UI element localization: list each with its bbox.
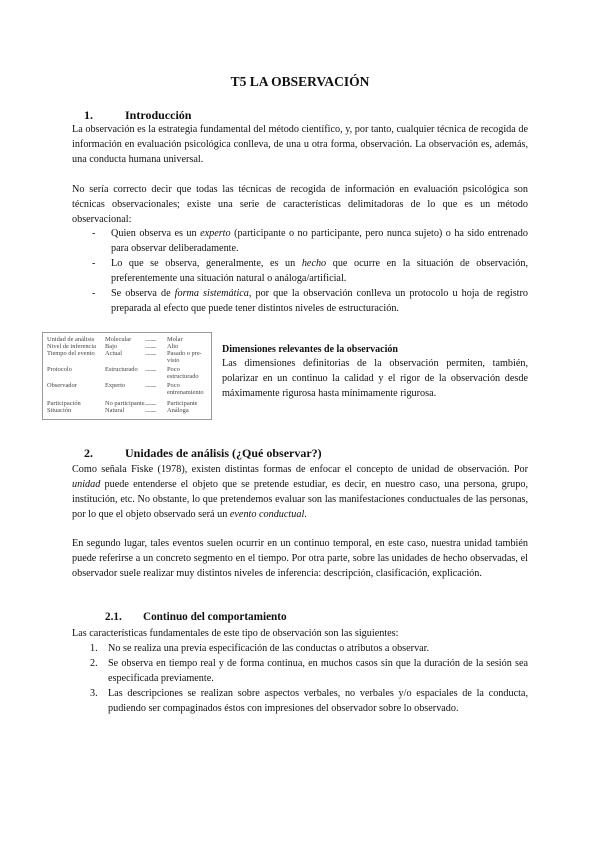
figure-pole-right: Molar bbox=[167, 336, 183, 343]
item-number: 1. bbox=[90, 643, 98, 654]
item-text: Se observa en tiempo real y de forma continua, en muchos casos sin que la duración de la sesión sea especificada previamente. bbox=[108, 658, 528, 684]
paragraph-text: . bbox=[304, 509, 307, 520]
figure-caption: Dimensiones relevantes de la observación bbox=[222, 344, 398, 355]
bullet-dash: - bbox=[92, 258, 96, 269]
figure-dimension: Nivel de inferencia bbox=[47, 343, 96, 350]
dimensions-figure bbox=[42, 332, 212, 420]
section-2-heading bbox=[84, 446, 322, 461]
intro-paragraph-2: No sería correcto decir que todas las técnicas de recogida de información en evaluación psicológica son técnicas observacionales; existe una serie de características delimitadoras de lo que es un método observacional: bbox=[72, 184, 528, 225]
figure-pole-left: Molecular bbox=[105, 336, 132, 343]
section-2-1-heading bbox=[105, 611, 287, 623]
figure-dimension: Observador bbox=[47, 382, 77, 389]
figure-pole-right: Participante bbox=[167, 400, 198, 407]
paragraph-text: puede entenderse el objeto que se pretende estudiar, es decir, en nuestro caso, una persona, grupo, institución, etc. No obstante, lo que pretendemos evaluar son las manifestaciones conductuales de las personas, por lo que el objeto observado será un bbox=[72, 479, 528, 520]
bullet-emphasis: forma sistemática bbox=[174, 288, 249, 299]
figure-dots: .......... bbox=[145, 366, 156, 373]
bullet-item bbox=[92, 286, 528, 316]
figure-dimension: Protocolo bbox=[47, 366, 72, 373]
figure-dimension: Tiempo del evento bbox=[47, 350, 95, 357]
page-title: T5 LA OBSERVACIÓN bbox=[230, 74, 370, 89]
bullet-text: Quien observa es un bbox=[111, 228, 201, 239]
section-2-1-number: 2.1. bbox=[105, 611, 122, 623]
paragraph-emphasis: unidad bbox=[72, 479, 101, 490]
figure-description: Las dimensiones definitorias de la observación permiten, también, polarizar en un continuo la calidad y el rigor de la observación desde máximamente rigurosa hasta mínimamente rigurosa. bbox=[222, 358, 528, 399]
section-2-1-intro: Las características fundamentales de este tipo de observación son las siguientes: bbox=[72, 628, 399, 639]
figure-dots: .......... bbox=[145, 400, 156, 407]
bullet-item bbox=[92, 256, 528, 286]
section-2-1-title: Continuo del comportamiento bbox=[143, 611, 287, 623]
section-2-paragraph-2: En segundo lugar, tales eventos suelen ocurrir en un continuo temporal, en este caso, nuestra unidad también puede referirse a un concreto segmento en el tiempo. Por otra parte, sobre las unidades de hecho observadas, el observador suele realizar muy distintos niveles de inferencia: descripción, clasificación, explicación. bbox=[72, 538, 528, 579]
figure-pole-left: No participante bbox=[105, 400, 145, 407]
intro-paragraph-1: La observación es la estrategia fundamental del método científico, y, por tanto, cualquier técnica de recogida de información en evaluación psicológica conlleva, de una u otra forma, observación. La observación es, además, una conducta humana universal. bbox=[72, 124, 528, 165]
figure-dots: .......... bbox=[145, 350, 156, 357]
bullet-emphasis: hecho bbox=[301, 258, 327, 269]
section-1-title: Introducción bbox=[125, 108, 192, 122]
section-2-paragraph-1 bbox=[72, 462, 528, 522]
figure-pole-left: Experto bbox=[105, 382, 126, 389]
item-number: 2. bbox=[90, 658, 98, 669]
numbered-item bbox=[90, 641, 528, 656]
section-1-number: 1. bbox=[84, 108, 93, 122]
figure-dots: .......... bbox=[145, 343, 156, 350]
figure-pole-right: Alto bbox=[167, 343, 179, 350]
section-2-number: 2. bbox=[84, 446, 93, 460]
bullet-text: que ocurre en la situación de observación, preferentemente una situación natural o análoga/artificial. bbox=[111, 258, 528, 284]
paragraph-emphasis: evento conductual bbox=[229, 509, 305, 520]
item-number: 3. bbox=[90, 688, 98, 699]
figure-dots: .......... bbox=[145, 382, 156, 389]
numbered-item bbox=[90, 686, 528, 716]
item-text: No se realiza una previa especificación de las conductas o atributos a observar. bbox=[108, 643, 430, 654]
bullet-emphasis: experto bbox=[200, 228, 231, 239]
bullet-dash: - bbox=[92, 228, 96, 239]
bullet-text: (participante o no participante, pero nunca sujeto) o ha sido entrenado para observar deliberadamente. bbox=[111, 228, 528, 254]
bullet-text: Se observa de bbox=[111, 288, 175, 299]
figure-pole-left: Actual bbox=[105, 350, 123, 357]
item-text: Las descripciones se realizan sobre aspectos verbales, no verbales y/o espaciales de la conducta, pudiendo ser compaginados éstos con impresiones del observador sobre lo observado. bbox=[108, 688, 528, 714]
paragraph-text: Como señala Fiske (1978), existen distintas formas de enfocar el concepto de unidad de observación. Por bbox=[72, 464, 528, 475]
bullet-item bbox=[92, 226, 528, 256]
figure-dots: .......... bbox=[145, 336, 156, 343]
figure-dimension: Situación bbox=[47, 407, 72, 414]
figure-dimension: Unidad de análisis bbox=[47, 336, 95, 343]
figure-dots: .......... bbox=[145, 407, 156, 414]
numbered-item bbox=[90, 656, 528, 686]
figure-pole-right: Pasado o pre-visto bbox=[167, 350, 202, 364]
figure-dimension: Participación bbox=[47, 400, 81, 407]
figure-pole-left: Estructurado bbox=[105, 366, 138, 373]
figure-pole-right: Análoga bbox=[167, 407, 189, 414]
figure-pole-left: Bajo bbox=[105, 343, 118, 350]
figure-pole-right: Poco estructurado bbox=[167, 366, 199, 380]
bullet-text: Lo que se observa, generalmente, es un bbox=[111, 258, 302, 269]
figure-pole-left: Natural bbox=[105, 407, 125, 414]
bullet-text: , por que la observación conlleva un protocolo u hoja de registro preparada al efecto que puede tener distintos niveles de estructuración. bbox=[111, 288, 528, 314]
figure-pole-right: Poco entrenamiento bbox=[167, 382, 204, 396]
bullet-dash: - bbox=[92, 288, 96, 299]
section-1-heading bbox=[84, 108, 191, 123]
section-2-title: Unidades de análisis (¿Qué observar?) bbox=[125, 446, 322, 460]
